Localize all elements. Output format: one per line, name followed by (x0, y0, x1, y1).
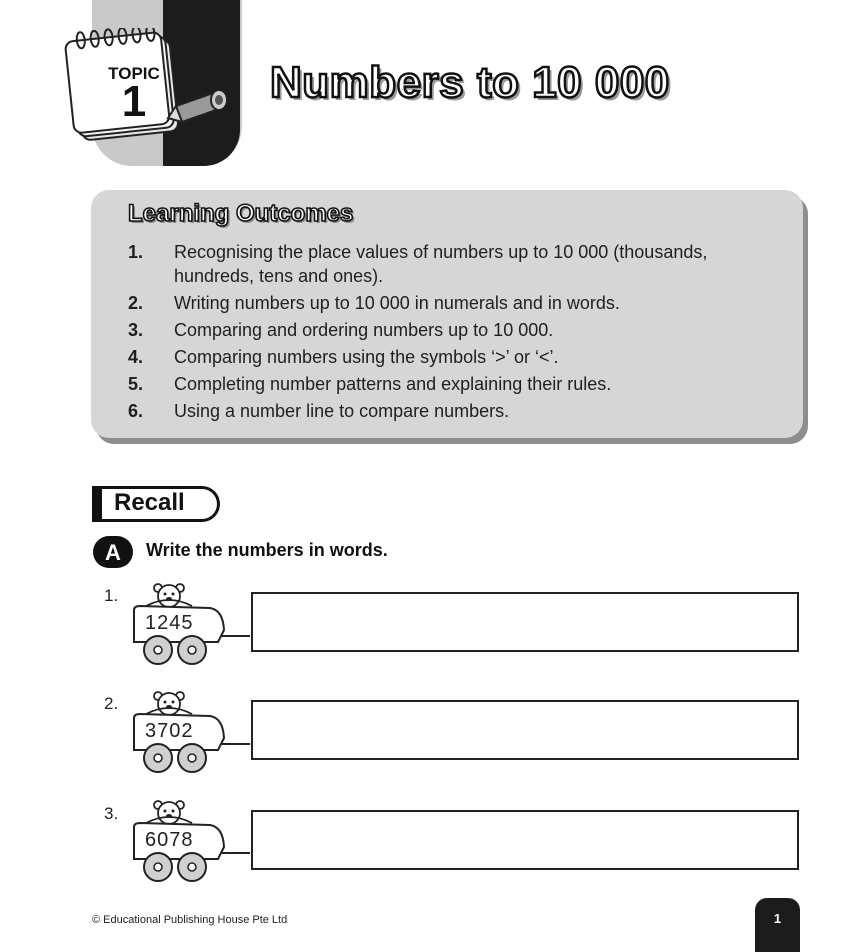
topic-number: 1 (121, 77, 147, 126)
topic-label: TOPIC (108, 64, 160, 83)
outcome-text: Recognising the place values of numbers up to 10 000 (thousands, hundreds, tens and ones). (174, 242, 708, 286)
section-letter: A (105, 540, 121, 565)
outcome-text: Writing numbers up to 10 000 in numerals and in words. (174, 293, 620, 313)
outcome-number: 1. (128, 242, 144, 262)
outcome-number: 5. (128, 374, 144, 394)
page-title: Numbers to 10 000 (270, 58, 670, 107)
outcome-number: 6. (128, 401, 144, 421)
outcome-item (128, 318, 768, 342)
learning-outcomes-list (128, 240, 768, 426)
page-number: 1 (773, 911, 782, 926)
outcome-item (128, 240, 768, 288)
recall-tab-bar (92, 487, 102, 521)
outcome-number: 3. (128, 320, 144, 340)
outcome-text: Comparing numbers using the symbols ‘>’ or ‘<’. (174, 347, 559, 367)
bear-icon (146, 584, 192, 607)
outcome-item (128, 345, 768, 369)
truck-number: 3702 (145, 720, 194, 742)
copyright-footer: © Educational Publishing House Pte Ltd (92, 914, 288, 926)
answer-box[interactable] (251, 810, 799, 870)
outcome-text: Completing number patterns and explaining their rules. (174, 374, 612, 394)
pencil-icon (168, 90, 227, 122)
recall-heading: Recall (114, 489, 185, 516)
outcome-text: Using a number line to compare numbers. (174, 401, 510, 421)
outcome-item (128, 372, 768, 396)
outcome-number: 2. (128, 293, 144, 313)
outcome-number: 4. (128, 347, 144, 367)
question-number: 2. (104, 694, 119, 713)
learning-outcomes-title: Learning Outcomes (128, 200, 354, 227)
outcome-item (128, 291, 768, 315)
truck-number: 6078 (145, 829, 194, 851)
outcome-item (128, 399, 768, 423)
instruction-text: Write the numbers in words. (146, 540, 388, 560)
section-a-badge (92, 535, 134, 569)
question-number: 1. (104, 586, 119, 605)
bear-icon (146, 801, 192, 824)
answer-box[interactable] (251, 700, 799, 760)
truck-number: 1245 (145, 612, 194, 634)
bear-icon (146, 692, 192, 715)
outcome-text: Comparing and ordering numbers up to 10 000. (174, 320, 554, 340)
question-number: 3. (104, 804, 119, 823)
answer-box[interactable] (251, 592, 799, 652)
